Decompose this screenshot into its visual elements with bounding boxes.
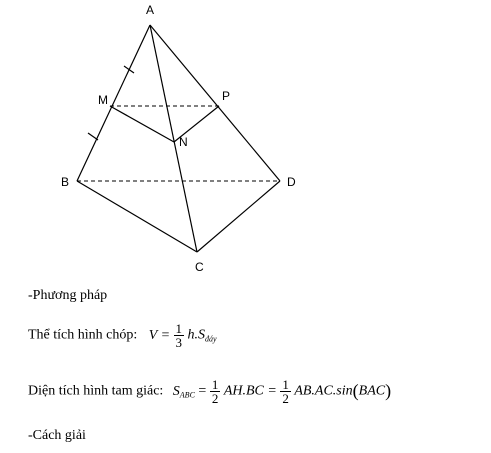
solution-heading: -Cách giải [28, 428, 86, 443]
area-open-paren: ( [352, 380, 359, 401]
area-middle-expression: AH.BC = [223, 383, 277, 399]
method-heading: -Phương pháp [28, 288, 108, 303]
edge-AD [150, 25, 280, 181]
area-angle-argument: BAC [358, 383, 386, 399]
volume-formula-line [28, 322, 217, 349]
area-label: Diện tích hình tam giác: [28, 383, 164, 399]
area-formula-line [28, 378, 391, 405]
area-fraction-2-num: 1 [282, 377, 289, 392]
area-fraction-1 [210, 378, 221, 405]
area-lhs-subscript: ABC [179, 390, 195, 400]
volume-fraction [174, 322, 185, 349]
vertex-label-D: D [287, 175, 296, 189]
area-fraction-1-num: 1 [211, 377, 219, 392]
vertex-label-B: B [61, 175, 70, 189]
segment-MN [110, 106, 174, 142]
edge-CD [197, 181, 280, 252]
volume-fraction-den: 3 [175, 335, 183, 350]
vertex-label-C: C [195, 260, 204, 274]
vertex-label-M: M [98, 93, 108, 107]
area-equals-1: = [198, 383, 207, 399]
edge-AB [77, 25, 150, 181]
tick-mark-MB [88, 133, 98, 140]
vertex-label-N: N [179, 135, 188, 149]
volume-subscript: đáy [205, 334, 217, 344]
area-fraction-1-den: 2 [211, 391, 219, 406]
volume-label: Thể tích hình chóp: [28, 327, 138, 343]
area-fraction-2 [280, 378, 291, 405]
edge-AC [150, 25, 197, 252]
area-fraction-2-den: 2 [282, 391, 289, 406]
vertex-label-A: A [146, 3, 155, 17]
edge-BC [77, 181, 197, 252]
area-lhs: S [172, 383, 180, 399]
volume-fraction-num: 1 [175, 321, 183, 336]
volume-rhs: h.S [187, 327, 206, 343]
volume-lhs: V = [148, 327, 171, 343]
area-close-paren: ) [385, 380, 392, 401]
vertex-label-P: P [222, 89, 231, 103]
tick-mark-AM [124, 66, 134, 73]
area-rhs-expression: AB.AC.sin [294, 383, 353, 399]
